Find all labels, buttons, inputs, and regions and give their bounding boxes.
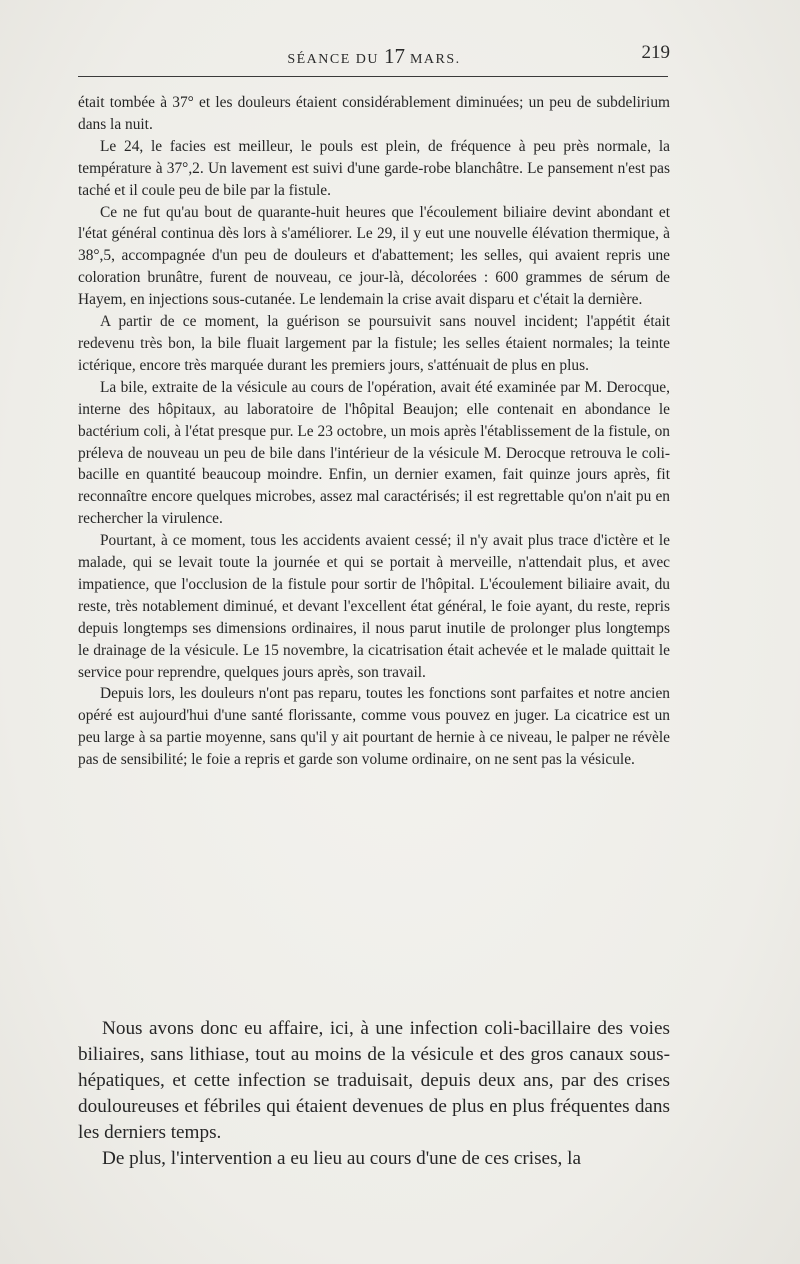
running-title bbox=[78, 44, 670, 69]
header-rule bbox=[78, 76, 668, 77]
paragraph: Pourtant, à ce moment, tous les accidents avaient cessé; il n'y avait plus trace d'ictère et le malade, qui se levait toute la journée et qui se portait à merveille, n'attendait plus, et avec impatience, que l'occlusion de la fistule pour sortir de l'hôpital. L'écoulement biliaire avait, du reste, très notablement diminué, et devant l'excellent état général, le foie ayant, du reste, repris depuis longtemps ses dimensions ordinaires, il nous parut inutile de prolonger plus longtemps le drainage de la vésicule. Le 15 novembre, la cicatrisation était achevée et le malade quittait le service pour reprendre, quelques jours après, son travail. bbox=[78, 532, 670, 681]
running-title-month: MARS. bbox=[404, 52, 461, 67]
running-title-prefix: SÉANCE DU bbox=[287, 52, 384, 67]
running-title-date: 17 bbox=[383, 44, 405, 68]
paragraph: était tombée à 37° et les douleurs étaient considérablement diminuées; un peu de subdelirium dans la nuit. bbox=[78, 94, 670, 133]
paragraph: Depuis lors, les douleurs n'ont pas reparu, toutes les fonctions sont parfaites et notre ancien opéré est aujourd'hui d'une santé florissante, comme vous pouvez en juger. La cicatrice est un peu large à sa partie moyenne, sans qu'il y ait pourtant de hernie à ce niveau, le palper ne révèle pas de sensibilité; le foie a repris et garde son volume ordinaire, on ne sent pas la vésicule. bbox=[78, 685, 670, 769]
paragraph: Nous avons donc eu affaire, ici, à une infection coli-bacillaire des voies biliaires, sans lithiase, tout au moins de la vésicule et des gros canaux sous-hépatiques, et cette infection se traduisait, depuis deux ans, par des crises douloureuses et fébriles qui étaient devenues de plus en plus fréquentes dans les derniers temps. bbox=[78, 1018, 670, 1143]
paragraph: De plus, l'intervention a eu lieu au cours d'une de ces crises, la bbox=[102, 1148, 581, 1169]
page-number: 219 bbox=[641, 42, 670, 63]
case-report-text bbox=[78, 92, 670, 771]
discussion-text bbox=[78, 1016, 670, 1172]
paragraph: Le 24, le facies est meilleur, le pouls est plein, de fréquence à peu près normale, la température à 37°,2. Un lavement est suivi d'une garde-robe blanchâtre. Le pansement n'est pas taché et il coule peu de bile par la fistule. bbox=[78, 137, 670, 199]
paragraph: La bile, extraite de la vésicule au cours de l'opération, avait été examinée par M. Derocque, interne des hôpitaux, au laboratoire de l'hôpital Beaujon; elle contenait en abondance le bactérium coli, à l'état presque pur. Le 23 octobre, un mois après l'établissement de la fistule, on préleva de nouveau un peu de bile dans l'intérieur de la vésicule M. Derocque retrouva le coli-bacille en quantité beaucoup moindre. Enfin, un dernier examen, fait quinze jours après, fit reconnaître encore quelques microbes, assez mal caractérisés; il est regrettable qu'on n'ait pu en rechercher la virulence. bbox=[78, 378, 670, 528]
page-header bbox=[78, 44, 670, 68]
paragraph: A partir de ce moment, la guérison se poursuivit sans nouvel incident; l'appétit était redevenu très bon, la bile fluait largement par la fistule; les selles étaient normales; la teinte ictérique, encore très marquée durant les premiers jours, s'atténuait de plus en plus. bbox=[78, 313, 670, 374]
paragraph: Ce ne fut qu'au bout de quarante-huit heures que l'écoulement biliaire devint abondant et l'état général continua dès lors à s'améliorer. Le 29, il y eut une nouvelle élévation thermique, à 38°,5, accompagnée d'un peu de douleurs et d'abattement; les selles, qui avaient repris une coloration brunâtre, furent de nouveau, ce jour-là, décolorées : 600 grammes de sérum de Hayem, en injections sous-cutanée. Le lendemain la crise avait disparu et c'était la dernière. bbox=[78, 203, 670, 309]
